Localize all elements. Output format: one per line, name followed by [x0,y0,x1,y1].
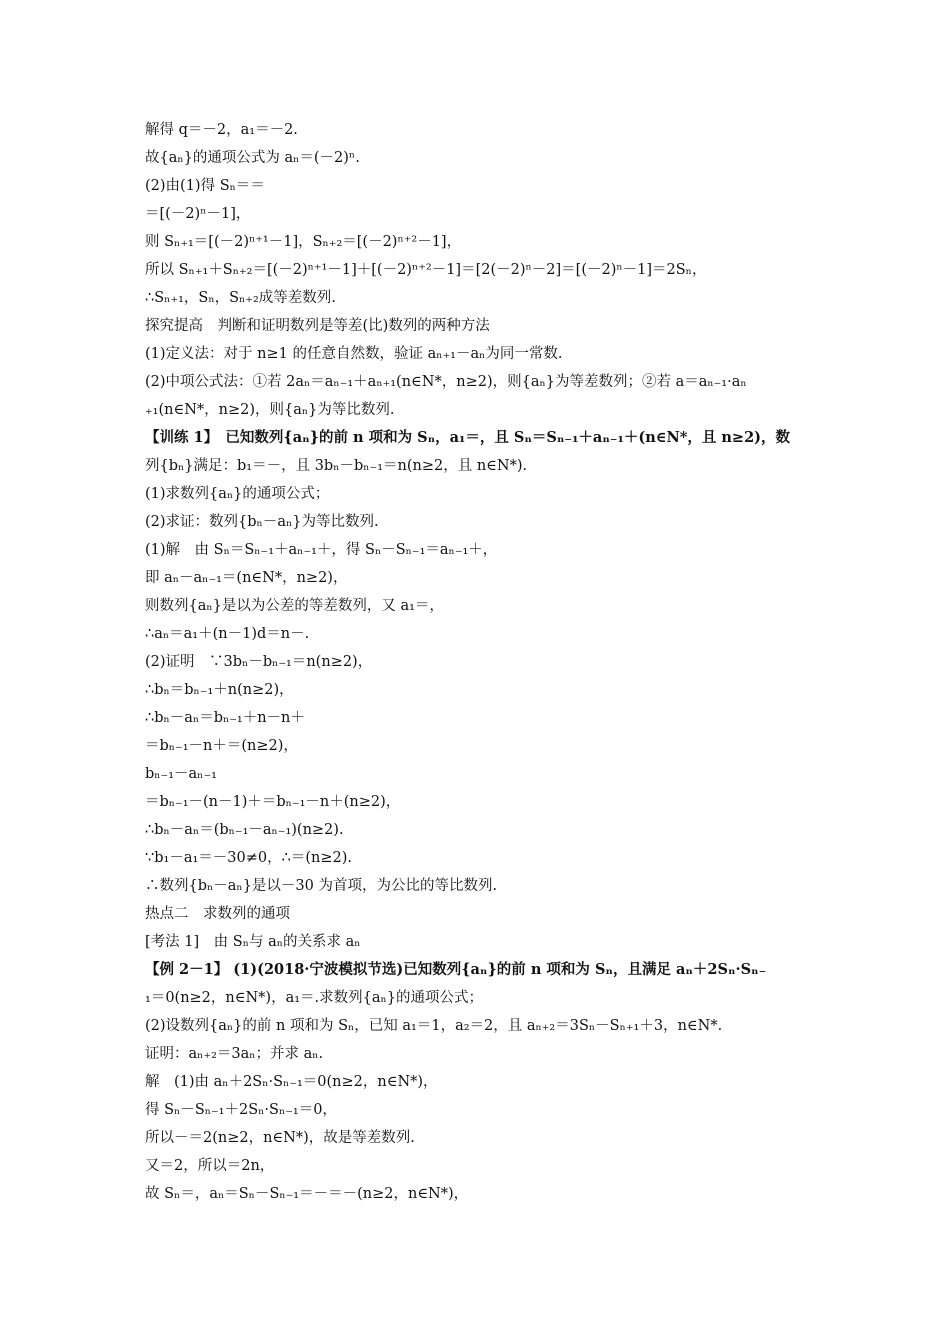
text-line: (2)中项公式法：①若 2aₙ＝aₙ₋₁＋aₙ₊₁(n∈N*，n≥2)，则{aₙ}为等差数列；②若 a＝aₙ₋₁·aₙ [145,374,747,390]
text-line: (2)证明 ∵3bₙ－bₙ₋₁＝n(n≥2)， [145,654,373,670]
text-line: (1)定义法：对于 n≥1 的任意自然数，验证 aₙ₊₁－aₙ为同一常数. [145,346,563,362]
text-line: (2)求证：数列{bₙ－aₙ}为等比数列. [145,514,379,530]
text-line: (2)由(1)得 Sₙ＝＝ [145,178,265,194]
section-heading: 探究提高 判断和证明数列是等差(比)数列的两种方法 [145,318,490,334]
text-line: 列{bₙ}满足：b₁＝－，且 3bₙ－bₙ₋₁＝n(n≥2，且 n∈N*). [145,458,528,474]
text-line: 所以 Sₙ₊₁＋Sₙ₊₂＝[(－2)ⁿ⁺¹－1]＋[(－2)ⁿ⁺²－1]＝[2(－2)ⁿ－2]＝[(－2)ⁿ－1]＝2Sₙ， [145,262,707,278]
text-line: ∴bₙ＝bₙ₋₁＋n(n≥2)， [145,682,294,698]
exercise-heading: 【训练 1】 已知数列{aₙ}的前 n 项和为 Sₙ，a₁＝，且 Sₙ＝Sₙ₋₁＋aₙ₋₁＋(n∈N*，且 n≥2)，数 [145,429,791,446]
text-line: ∴aₙ＝a₁＋(n－1)d＝n－. [145,626,310,642]
text-line: ＝bₙ₋₁－n＋＝(n≥2)， [145,738,298,754]
text-line: 故{aₙ}的通项公式为 aₙ＝(－2)ⁿ. [145,150,360,166]
section-heading: 热点二 求数列的通项 [145,906,290,922]
text-line: (1)求数列{aₙ}的通项公式； [145,486,330,502]
text-line: (1)解 由 Sₙ＝Sₙ₋₁＋aₙ₋₁＋，得 Sₙ－Sₙ₋₁＝aₙ₋₁＋， [145,542,498,558]
text-line: 所以－＝2(n≥2，n∈N*)，故是等差数列. [145,1130,415,1146]
text-line: 又＝2，所以＝2n， [145,1158,275,1174]
text-line: 证明：aₙ₊₂＝3aₙ；并求 aₙ. [145,1046,324,1062]
text-line: 解 (1)由 aₙ＋2Sₙ·Sₙ₋₁＝0(n≥2，n∈N*)， [145,1074,438,1090]
text-line: 则数列{aₙ}是以为公差的等差数列，又 a₁＝， [145,598,444,614]
text-line: ∵b₁－a₁＝－30≠0，∴＝(n≥2). [145,850,352,866]
example-heading: 【例 2－1】 (1)(2018·宁波模拟节选)已知数列{aₙ}的前 n 项和为 Sₙ，且满足 aₙ＋2Sₙ·Sₙ₋ [145,961,767,978]
text-line: ₁＝0(n≥2，n∈N*)，a₁＝.求数列{aₙ}的通项公式； [145,990,484,1006]
text-line: ∴bₙ－aₙ＝(bₙ₋₁－aₙ₋₁)(n≥2). [145,822,344,838]
text-line: ＝[(－2)ⁿ－1]， [145,206,251,222]
text-line: ∴Sₙ₊₁，Sₙ，Sₙ₊₂成等差数列. [145,290,336,306]
text-line: (2)设数列{aₙ}的前 n 项和为 Sₙ，已知 a₁＝1，a₂＝2，且 aₙ₊₂＝3Sₙ－Sₙ₊₁＋3，n∈N*. [145,1018,723,1034]
text-line: 则 Sₙ₊₁＝[(－2)ⁿ⁺¹－1]，Sₙ₊₂＝[(－2)ⁿ⁺²－1]， [145,234,462,250]
text-line: ∴bₙ－aₙ＝bₙ₋₁＋n－n＋ [145,710,305,726]
text-line: ＝bₙ₋₁－(n－1)＋＝bₙ₋₁－n＋(n≥2)， [145,794,401,810]
text-line: 故 Sₙ＝，aₙ＝Sₙ－Sₙ₋₁＝－＝－(n≥2，n∈N*)， [145,1186,469,1202]
text-line: ₊₁(n∈N*，n≥2)，则{aₙ}为等比数列. [145,402,395,418]
text-line: 解得 q＝－2，a₁＝－2. [145,122,298,138]
text-line: 即 aₙ－aₙ₋₁＝(n∈N*，n≥2)， [145,570,348,586]
text-line: bₙ₋₁－aₙ₋₁ [145,766,217,782]
text-line: [考法 1] 由 Sₙ与 aₙ的关系求 aₙ [145,934,361,950]
text-line: 得 Sₙ－Sₙ₋₁＋2Sₙ·Sₙ₋₁＝0， [145,1102,337,1118]
text-line: ∴数列{bₙ－aₙ}是以－30 为首项，为公比的等比数列. [145,878,498,894]
